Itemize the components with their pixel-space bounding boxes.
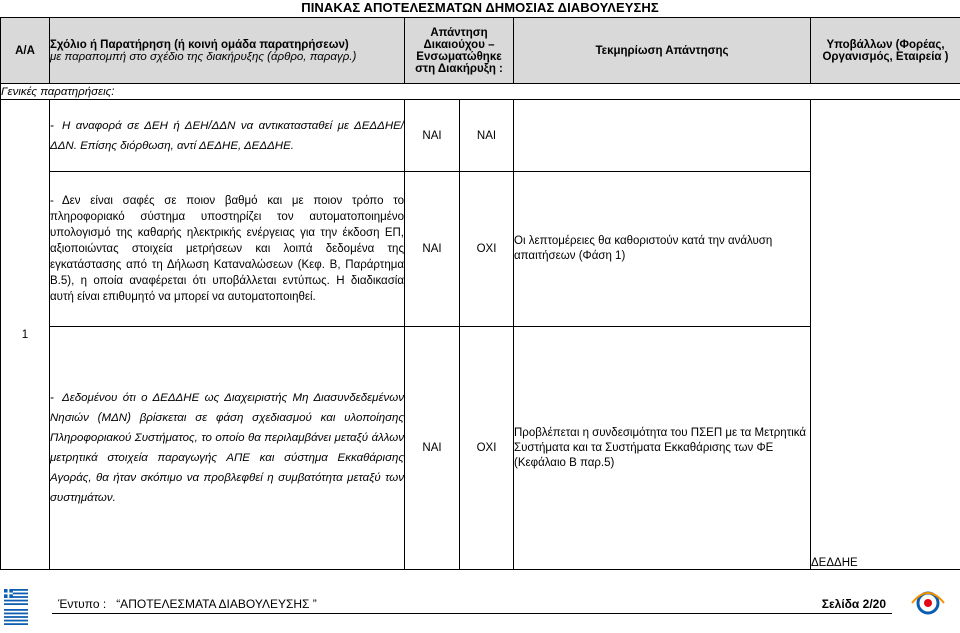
- submitter-cell: ΔΕΔΔΗΕ: [811, 100, 960, 570]
- answer-cell: ΝΑΙ: [405, 100, 460, 172]
- header-submitter: Υποβάλλων (Φορέας, Οργανισμός, Εταιρεία ): [811, 18, 960, 84]
- footer-line: [52, 595, 892, 614]
- header-row: [1, 18, 960, 84]
- greek-flag-icon: [4, 589, 28, 605]
- header-answer: Απάντηση Δικαιούχου – Ενσωματώθηκε στη Διακήρυξη :: [405, 18, 514, 84]
- general-row: [1, 84, 960, 100]
- justification-cell: Προβλέπεται η συνδεσιμότητα του ΠΣΕΠ με τα Μετρητικά Συστήματα και τα Συστήματα Εκκαθάρισης των ΦΕ (Κεφάλαιο Β παρ.5): [514, 327, 811, 570]
- footer-form: Έντυπο : “ΑΠΟΤΕΛΕΣΜΑΤΑ ΔΙΑΒΟΥΛΕΥΣΗΣ ”: [58, 597, 317, 611]
- header-comment-sub: με παραπομπή στο σχέδιο της διακήρυξης (άρθρο, παραγρ.): [50, 50, 357, 63]
- incorporated-cell: ΟΧΙ: [460, 172, 514, 327]
- header-comment-title: Σχόλιο ή Παρατήρηση (ή κοινή ομάδα παρατηρήσεων): [50, 38, 349, 51]
- incorporated-cell: ΟΧΙ: [460, 327, 514, 570]
- justification-cell: Οι λεπτομέρειες θα καθοριστούν κατά την ανάλυση απαιτήσεων (Φάση 1): [514, 172, 811, 327]
- comment-cell: - Δεδομένου ότι ο ΔΕΔΔΗΕ ως Διαχειριστής Μη Διασυνδεδεμένων Νησιών (ΜΔΝ) βρίσκεται σε φάση σχεδιασμού και υλοποίησης Πληροφοριακού Συστήματος, το οποίο θα περιλαμβάνει μεταξύ άλλων μετρητικά στοιχεία παραγωγής ΑΠΕ και σύστημα Εκκαθάρισης Αγοράς, θα ήταν σκόπιμο να προβλεφθεί η συμβατότητα μεταξύ των συστημάτων.: [50, 327, 405, 570]
- digital-greece-logo-icon: [902, 587, 954, 631]
- eu-flag-icon: [4, 609, 28, 625]
- general-remarks-label: Γενικές παρατηρήσεις:: [1, 84, 960, 100]
- justification-cell: [514, 100, 811, 172]
- answer-cell: ΝΑΙ: [405, 172, 460, 327]
- incorporated-cell: ΝΑΙ: [460, 100, 514, 172]
- results-table: [0, 17, 960, 570]
- answer-cell: ΝΑΙ: [405, 327, 460, 570]
- page-number: Σελίδα 2/20: [821, 597, 886, 611]
- comment-cell: - Δεν είναι σαφές σε ποιον βαθμό και με ποιον τρόπο το πληροφοριακό σύστημα υποστηρίζει τον αυτοματοποιημένο υπολογισμό της καθαρής ηλεκτρικής ενέργειας για την έκδοση ΕΠ, αξιοποιώντας στοιχεία μετρήσεων και λοιπά δεδομένα της εγκατάστασης από τη Δήλωση Καταναλώσεων (Κεφ. Β, Παράρτημα Β.5), η οποία αναφέρεται ότι υποβάλλεται εντύπως. Η διαδικασία αυτή είναι επιθυμητό να μπορεί να αυτοματοποιηθεί.: [50, 172, 405, 327]
- page-title: ΠΙΝΑΚΑΣ ΑΠΟΤΕΛΕΣΜΑΤΩΝ ΔΗΜΟΣΙΑΣ ΔΙΑΒΟΥΛΕΥΣΗΣ: [301, 0, 659, 15]
- page-footer: [0, 585, 960, 633]
- header-aa: Α/Α: [1, 18, 50, 84]
- header-justification: Τεκμηρίωση Απάντησης: [514, 18, 811, 84]
- row-number: 1: [1, 100, 50, 570]
- comment-cell: - Η αναφορά σε ΔΕΗ ή ΔΕΗ/ΔΔΝ να αντικατασταθεί με ΔΕΔΔΗΕ/ΔΔΝ. Επίσης διόρθωση, αντί ΔΕΔΗΕ, ΔΕΔΔΗΕ.: [50, 100, 405, 172]
- header-comment: [50, 18, 405, 84]
- table-row: [1, 100, 960, 172]
